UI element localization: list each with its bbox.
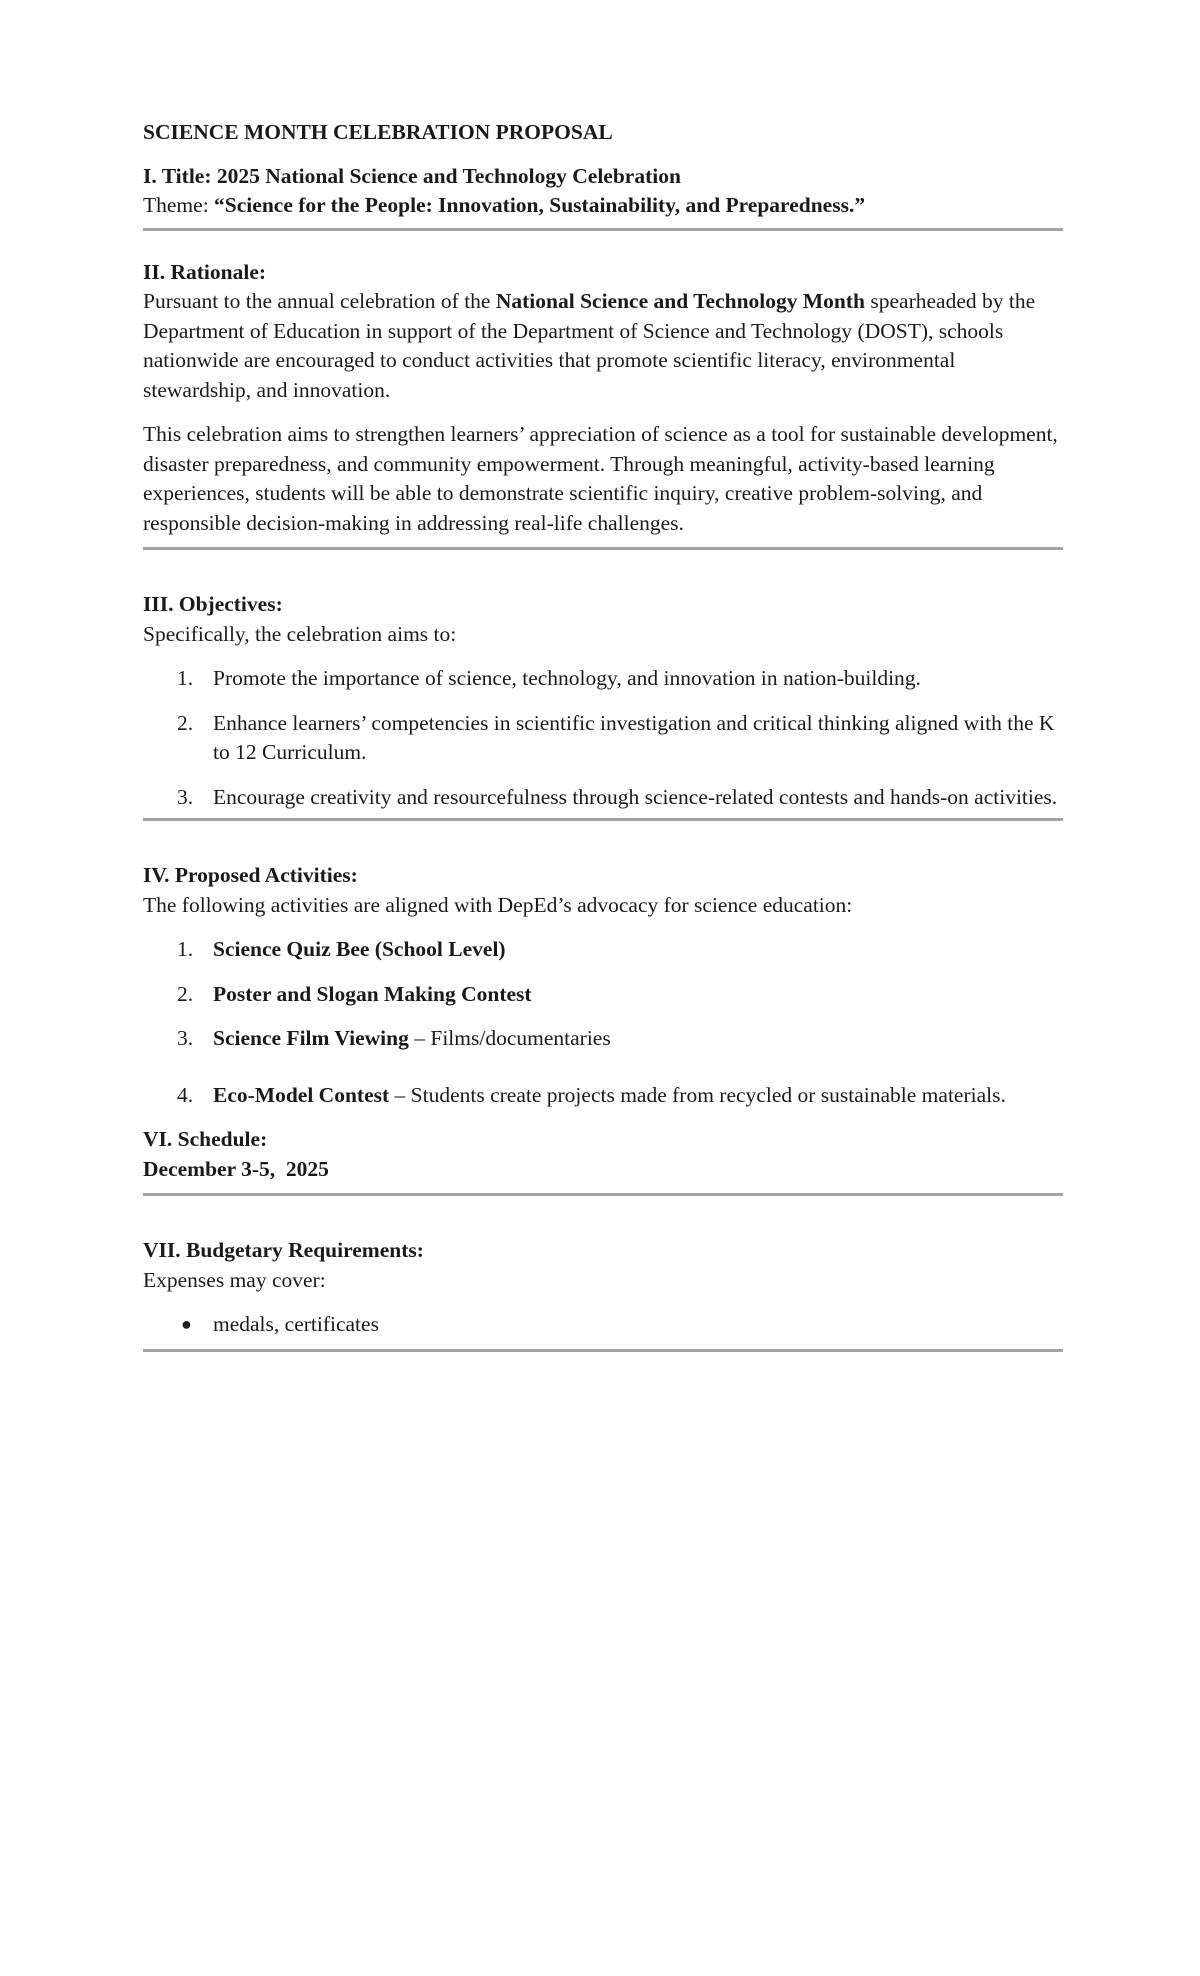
title-line: I. Title: 2025 National Science and Technology Celebration — [143, 163, 681, 188]
schedule-date: December 3-5, 2025 — [143, 1156, 329, 1181]
theme-line — [143, 191, 1063, 221]
activities-intro: The following activities are aligned with DepEd’s advocacy for science education: — [143, 892, 853, 917]
objectives-list — [143, 664, 1063, 812]
list-item: 4. Eco-Model Contest – Students create projects made from recycled or sustainable materials. — [177, 1082, 1006, 1107]
list-item: 1. Science Quiz Bee (School Level) — [177, 937, 506, 961]
activities-heading: IV. Proposed Activities: — [143, 863, 358, 887]
schedule-heading: VI. Schedule: — [143, 1127, 268, 1151]
document-page — [143, 118, 1063, 1352]
rationale-paragraph-1: Pursuant to the annual celebration of the National Science and Technology Month spearheaded by the Department of Education in support of the Department of Science and Technology (DOST), schools nationwide are encouraged to conduct activities that promote scientific literacy, environmental stewardship, and innovation. — [143, 289, 1036, 402]
budget-intro: Expenses may cover: — [143, 1267, 326, 1292]
list-item: 2. Enhance learners’ competencies in scientific investigation and critical thinking aligned with the K to 12 Curriculum. — [177, 710, 1055, 764]
theme-text: “Science for the People: Innovation, Sustainability, and Preparedness.” — [214, 193, 866, 217]
budget-heading: VII. Budgetary Requirements: — [143, 1238, 424, 1262]
section-divider — [143, 1349, 1063, 1352]
list-item: 3. Science Film Viewing – Films/documentaries — [177, 1026, 611, 1050]
list-item: 3. Encourage creativity and resourcefulness through science-related contests and hands-on activities. — [177, 784, 1058, 809]
list-item: 2. Poster and Slogan Making Contest — [177, 981, 532, 1006]
objectives-heading: III. Objectives: — [143, 592, 283, 616]
list-item: 1. Promote the importance of science, technology, and innovation in nation-building. — [177, 666, 921, 690]
document-heading: SCIENCE MONTH CELEBRATION PROPOSAL — [143, 120, 613, 144]
rationale-paragraph-2: This celebration aims to strengthen learners’ appreciation of science as a tool for sustainable development, disaster preparedness, and community empowerment. Through meaningful, activity-based learning experiences, students will be able to demonstrate scientific inquiry, creative problem-solving, and responsible decision-making in addressing real-life challenges. — [143, 422, 1058, 535]
objectives-intro: Specifically, the celebration aims to: — [143, 621, 457, 646]
bullet-icon: ● — [181, 1314, 192, 1334]
budget-list — [143, 1310, 1063, 1340]
list-item: ● medals, certificates — [143, 1310, 1063, 1340]
activities-list — [143, 935, 1063, 1110]
rationale-heading: II. Rationale: — [143, 259, 267, 284]
theme-label: Theme: — [143, 193, 215, 217]
